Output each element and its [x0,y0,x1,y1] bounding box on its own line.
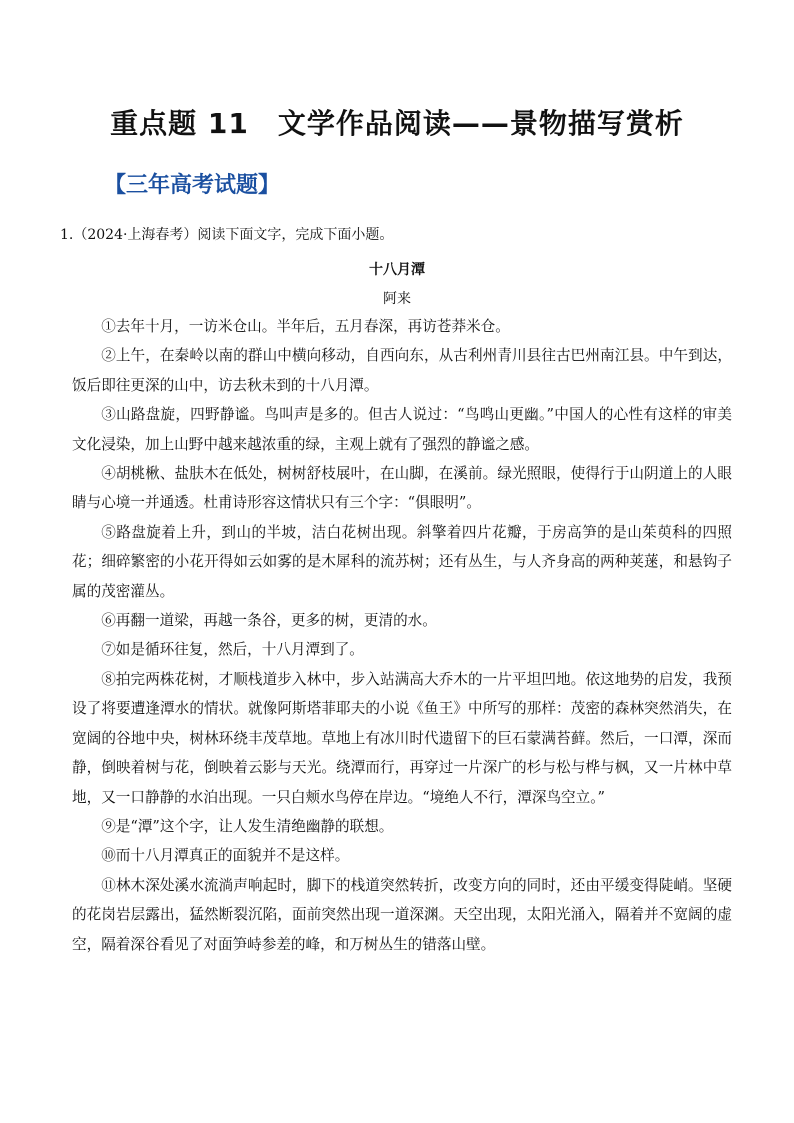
question-intro: 1.（2024·上海春考）阅读下面文字，完成下面小题。 [60,227,394,243]
passage-author: 阿来 [383,291,411,307]
paragraph-5: ⑤路盘旋着上升，到山的半坡，洁白花树出现。斜擎着四片花瓣，于房高笋的是山茱萸科的四照花；细碎繁密的小花开得如云如雾的是木犀科的流苏树；还有丛生，与人齐身高的两种荚蒾，和悬钩子属的茂密灌丛。 [72,523,732,600]
document-title: 重点题 11 文学作品阅读——景物描写赏析 [110,107,684,140]
paragraph-3: ③山路盘旋，四野静谧。鸟叫声是多的。但古人说过：“鸟鸣山更幽。”中国人的心性有这样的审美文化浸染，加上山野中越来越浓重的绿，主观上就有了强烈的静谧之感。 [72,406,732,453]
paragraph-10: ⑩而十八月潭真正的面貌并不是这样。 [101,847,350,865]
paragraph-7: ⑦如是循环往复，然后，十八月潭到了。 [101,641,364,659]
paragraph-2: ②上午，在秦岭以南的群山中横向移动，自西向东，从古利州青川县往古巴州南江县。中午到达，饭后即往更深的山中，访去秋未到的十八月潭。 [72,347,732,394]
section-heading: 【三年高考试题】 [104,173,281,198]
paragraph-4: ④胡桃楸、盐肤木在低处，树树舒枝展叶，在山脚，在溪前。绿光照眼，使得行于山阴道上的人眼睛与心境一并通透。杜甫诗形容这情状只有三个字：“俱眼明”。 [72,465,732,512]
paragraph-6: ⑥再翻一道梁，再越一条谷，更多的树，更清的水。 [101,612,437,630]
paragraph-9: ⑨是“潭”这个字，让人发生清绝幽静的联想。 [101,817,394,835]
paragraph-8: ⑧拍完两株花树，才顺栈道步入林中，步入站满高大乔木的一片平坦凹地。依这地势的启发，我预设了将要遭逢潭水的情状。就像阿斯塔菲耶夫的小说《鱼王》中所写的那样：茂密的森林突然消失，在宽阔的谷地中央，树林环绕丰茂草地。草地上有冰川时代遗留下的巨石蒙满苔藓。然后，一口潭，深而静，倒映着树与花，倒映着云影与天光。绕潭而行，再穿过一片深广的杉与松与桦与枫，又一片林中草地，又一口静静的水泊出现。一只白颊水鸟停在岸边。“境绝人不行，潭深鸟空立。” [72,670,732,806]
paragraph-1: ①去年十月，一访米仓山。半年后，五月春深，再访苍莽米仓。 [101,318,510,335]
passage-body [72,312,732,959]
passage-title: 十八月潭 [369,262,425,278]
paragraph-11: ⑪林木深处溪水流淌声响起时，脚下的栈道突然转折，改变方向的同时，还由平缓变得陡峭。坚硬的花岗岩层露出，猛然断裂沉陷，面前突然出现一道深渊。天空出现，太阳光涌入，隔着并不宽阔的虚空，隔着深谷看见了对面笋峙参差的峰，和万树丛生的错落山壁。 [72,876,732,953]
